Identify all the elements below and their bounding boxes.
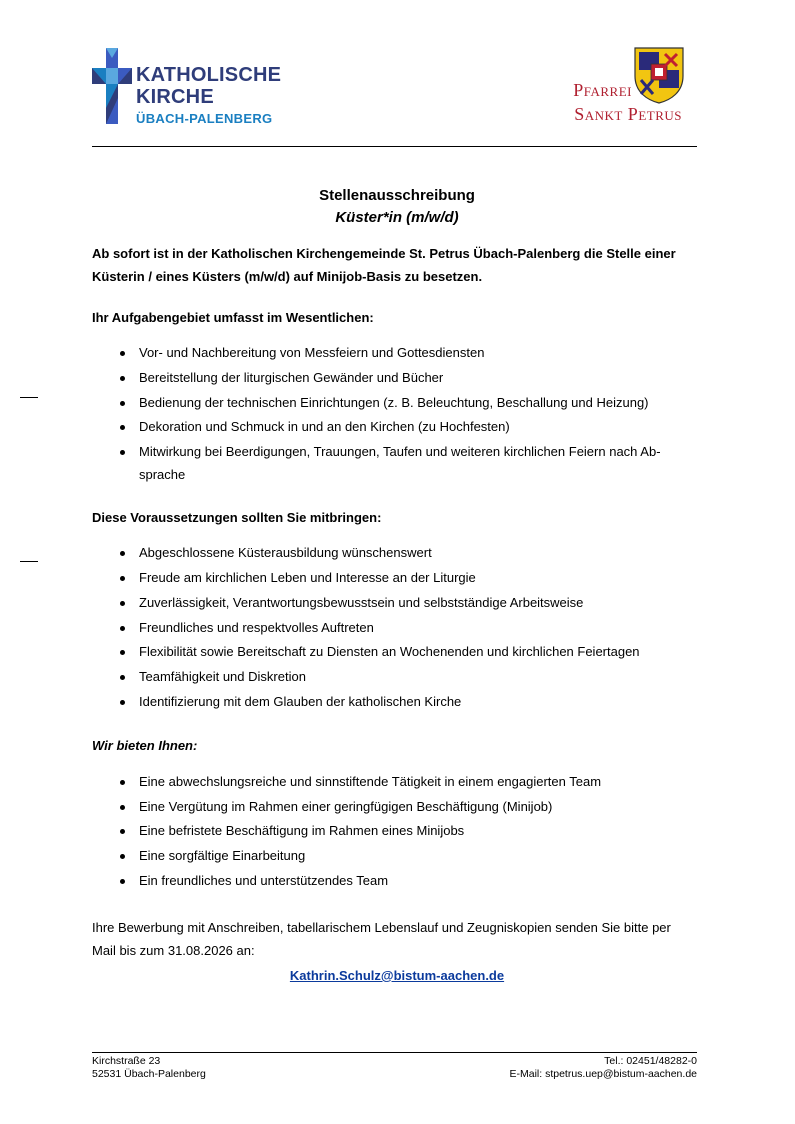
list-item	[92, 566, 702, 591]
list-item	[92, 795, 702, 820]
list-item-text: Dekoration und Schmuck in und an den Kirchen (zu Hochfesten)	[139, 419, 510, 435]
list-item	[92, 391, 702, 416]
katholische-kirche-logo	[92, 48, 292, 126]
list-item-text: Ein freundliches und unterstützendes Team	[139, 872, 389, 888]
list-item-text: Abgeschlossene Küsterausbildung wünschenswert	[139, 545, 432, 561]
posting-subtitle: Küster*in (m/w/d)	[335, 209, 459, 226]
footer-email: E-Mail: stpetrus.uep@bistum-aachen.de	[509, 1068, 697, 1080]
list-item	[92, 366, 702, 391]
bullet-icon	[120, 700, 125, 705]
footer-address	[92, 1055, 206, 1081]
bullet-icon	[120, 675, 125, 680]
logo-line-location: ÜBACH-PALENBERG	[136, 111, 273, 126]
footer-city: 52531 Übach-Palenberg	[92, 1068, 206, 1080]
bullet-icon	[120, 879, 125, 884]
list-item	[92, 415, 702, 440]
job-posting	[92, 186, 702, 986]
bullet-icon	[120, 601, 125, 606]
bullet-icon	[120, 376, 125, 381]
bullet-icon	[120, 780, 125, 785]
fold-mark-bottom	[20, 561, 38, 562]
tasks-list	[92, 341, 702, 486]
pfarrei-label: Pfarrei	[573, 80, 632, 100]
list-item-text: Eine sorgfältige Einarbeitung	[139, 848, 306, 864]
list-item-text: Bedienung der technischen Einrichtungen (z. B. Beleuchtung, Beschallung und Heizung)	[139, 394, 649, 410]
list-item-text: Teamfähigkeit und Diskretion	[139, 669, 306, 685]
requirements-list	[92, 541, 702, 715]
bullet-icon	[120, 351, 125, 356]
posting-title: Stellenausschreibung	[319, 187, 475, 204]
list-item	[92, 341, 702, 366]
offer-heading: Wir bieten Ihnen:	[92, 737, 198, 753]
list-item-text: Mitwirkung bei Beerdigungen, Trauungen, Taufen und weiteren kirchlichen Feiern nach Ab-sprache	[139, 444, 661, 483]
list-item-text: Flexibilität sowie Bereitschaft zu Diensten an Wochenenden und kirchlichen Feiertagen	[139, 644, 640, 660]
footer-divider	[92, 1052, 697, 1053]
logo-line-katholische: KATHOLISCHE	[136, 64, 282, 86]
coat-of-arms-icon	[633, 46, 685, 104]
list-item	[92, 690, 702, 715]
pfarrei-sankt-petrus-logo	[560, 46, 700, 130]
sankt-petrus-label: Sankt Petrus	[574, 104, 682, 124]
header-divider	[92, 146, 697, 147]
list-item-text: Identifizierung mit dem Glauben der katholischen Kirche	[139, 693, 462, 709]
list-item-text: Zuverlässigkeit, Verantwortungsbewusstsein und selbstständige Arbeitsweise	[139, 594, 584, 610]
bullet-icon	[120, 854, 125, 859]
list-item-text: Bereitstellung der liturgischen Gewänder und Bücher	[139, 369, 444, 385]
list-item	[92, 819, 702, 844]
requirements-heading: Diese Voraussetzungen sollten Sie mitbringen:	[92, 510, 382, 526]
list-item-text: Freundliches und respektvolles Auftreten	[139, 619, 374, 635]
bullet-icon	[120, 626, 125, 631]
fold-mark-top	[20, 397, 38, 398]
footer-contact	[510, 1055, 698, 1081]
bullet-icon	[120, 576, 125, 581]
list-item	[92, 640, 702, 665]
contact-email-row	[92, 966, 702, 986]
offer-list	[92, 770, 702, 894]
logo-wordmark	[136, 65, 281, 125]
list-item	[92, 665, 702, 690]
list-item	[92, 844, 702, 869]
list-item	[92, 770, 702, 795]
list-item-text: Vor- und Nachbereitung von Messfeiern und Gottesdiensten	[139, 345, 485, 360]
list-item	[92, 616, 702, 641]
bullet-icon	[120, 401, 125, 406]
bullet-icon	[120, 829, 125, 834]
bullet-icon	[120, 551, 125, 556]
list-item	[92, 591, 702, 616]
list-item	[92, 869, 702, 894]
list-item-text: Freude am kirchlichen Leben und Interesse an der Liturgie	[139, 569, 476, 585]
list-item-text: Eine abwechslungsreiche und sinnstiftende Tätigkeit in einem engagierten Team	[139, 773, 602, 789]
footer-phone: Tel.: 02451/48282-0	[604, 1055, 697, 1067]
bullet-icon	[120, 425, 125, 430]
list-item-text: Eine befristete Beschäftigung im Rahmen eines Minijobs	[139, 823, 465, 839]
list-item	[92, 541, 702, 566]
application-instructions: Ihre Bewerbung mit Anschreiben, tabellarischem Lebenslauf und Zeugniskopien senden Sie bitte per Mail bis zum 31.08.2026 an:	[92, 919, 671, 958]
cross-icon	[92, 48, 132, 124]
contact-email-link[interactable]: Kathrin.Schulz@bistum-aachen.de	[289, 967, 505, 983]
bullet-icon	[120, 450, 125, 455]
footer-street: Kirchstraße 23	[92, 1055, 161, 1067]
bullet-icon	[120, 650, 125, 655]
tasks-heading: Ihr Aufgabengebiet umfasst im Wesentlichen:	[92, 310, 374, 325]
list-item-text: Eine Vergütung im Rahmen einer geringfügigen Beschäftigung (Minijob)	[139, 798, 553, 814]
bullet-icon	[120, 805, 125, 810]
posting-intro: Ab sofort ist in der Katholischen Kirchengemeinde St. Petrus Übach-Palenberg die Stelle einer Küsterin / eines Küsters (m/w/d) auf Minijob-Basis zu besetzen.	[92, 246, 676, 284]
list-item	[92, 440, 702, 486]
logo-line-kirche: KIRCHE	[136, 86, 214, 108]
